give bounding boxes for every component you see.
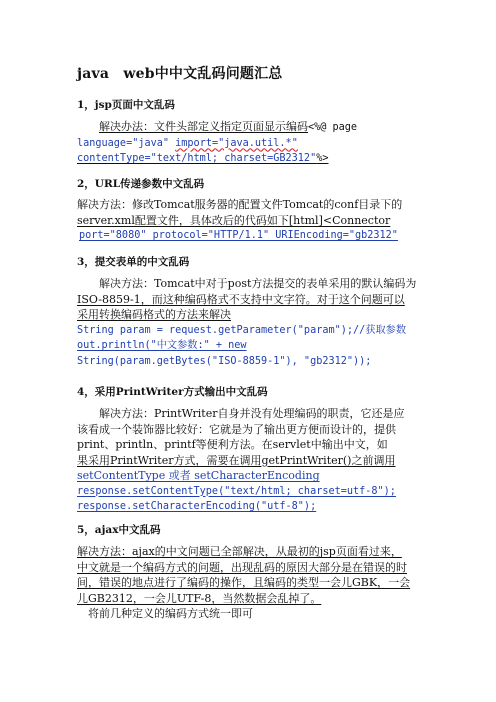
section-1-code-language: language="java" (77, 137, 170, 149)
section-1-code-open: <%@ page (308, 122, 358, 133)
section-4-line-4: 果采用PrintWriter方式，需要在调用getPrintWriter()之前调用 (77, 453, 396, 467)
section-3-line-1: 解决方法：Tomcat中对于post方法提交的表单采用的默认编码为 (99, 277, 417, 290)
section-3-code-1: String param = request.getParameter("param");//获取参数 (77, 324, 407, 336)
section-4-body (77, 406, 422, 515)
section-1-code-import: import="java.util.*" (175, 137, 298, 149)
section-2-line-3: port="8080" protocol="HTTP/1.1" URIEncoding="gb2312" (79, 230, 398, 241)
section-5-line-3: 间，错误的地点进行了编码的操作，且编码的类型一会儿GBK，一会 (77, 576, 411, 589)
section-2-body (77, 197, 422, 244)
section-4-line-1: 解决方法：PrintWriter自身并没有处理编码的职责，它还是应 (99, 407, 405, 420)
section-3-code-3: String(param.getBytes("ISO-8859-1"), "gb2312")); (77, 355, 372, 367)
section-3-line-3: 采用转换编码格式的方法来解决 (77, 308, 231, 321)
section-5-body (77, 544, 422, 622)
section-5-line-1: 解决方法：ajax的中文问题已全部解决，从最初的jsp页面看过来， (77, 545, 402, 558)
section-1-body (77, 119, 422, 167)
section-5-line-5: 将前几种定义的编码方式统一即可 (88, 607, 253, 620)
section-2-heading: 2，URL传递参数中文乱码 (77, 178, 205, 190)
section-1-code-close: %> (316, 153, 329, 164)
section-5-line-4: 儿GB2312，一会儿UTF-8，当然数据会乱掉了。 (77, 591, 322, 605)
section-4-code-1: response.setContentType("text/html; charset=utf-8"); (77, 485, 396, 497)
section-3-code-2: out.println("中文参数:" + new (77, 340, 247, 351)
section-4-code-2: response.setCharacterEncoding("utf-8"); (77, 501, 317, 512)
section-4-line-5: setContentType 或者 setCharacterEncoding (77, 469, 320, 482)
section-3-body (77, 276, 422, 369)
section-5-line-2: 中文就是一个编码方式的问题，出现乱码的原因大部分是在错误的时 (77, 560, 407, 574)
section-4-heading: 4，采用PrintWriter方式输出中文乱码 (77, 386, 268, 398)
section-3-line-2: ISO-8859-1，而这种编码格式不支持中文字符。对于这个问题可以 (77, 292, 405, 306)
section-3-heading: 3，提交表单的中文乱码 (77, 256, 190, 268)
section-5-heading: 5，ajax中文乱码 (77, 524, 161, 536)
section-4-line-2: 该看成一个装饰器比较好：它就是为了输出更方便而设计的，提供 (77, 422, 396, 436)
section-2-line-1: 解决方法：修改Tomcat服务器的配置文件Tomcat的conf目录下的 (77, 198, 403, 211)
section-1-code-contenttype: contentType="text/html; charset=GB2312" (77, 153, 317, 164)
page-title: java web中中文乱码问题汇总 (77, 66, 283, 82)
section-1-text: 解决办法：文件头部定义指定页面显示编码 (99, 120, 308, 133)
section-4-line-3: print、println、printf等便利方法。在servlet中输出中文，如 (77, 438, 388, 451)
section-1-heading: 1，jsp页面中文乱码 (77, 99, 175, 111)
section-2-line-2: server.xml配置文件，具体改后的代码如下[html]<Connector (77, 213, 391, 227)
